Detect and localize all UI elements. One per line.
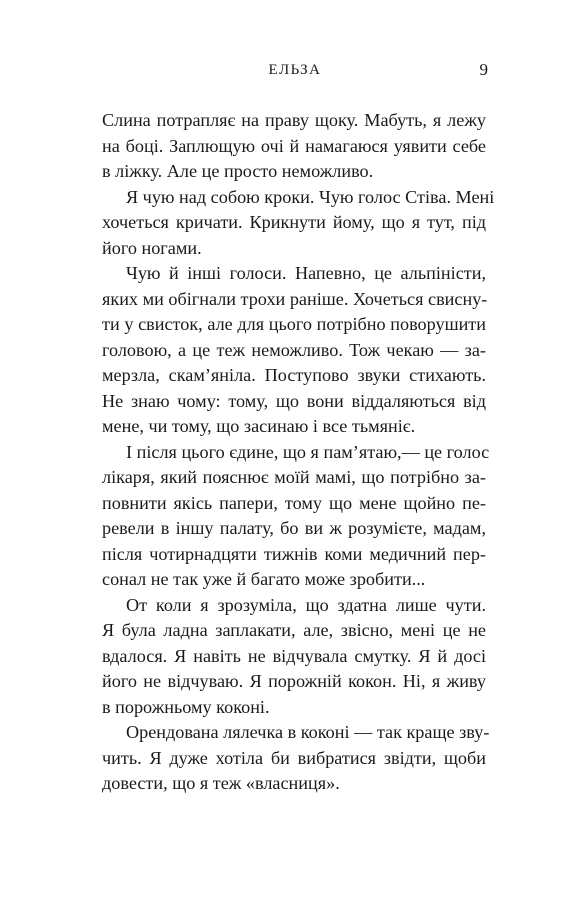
text-line: І після цього єдине, що я пам’ятаю,— це голос — [126, 441, 490, 462]
text-line: мерзла, скам’яніла. Поступово звуки стихають. — [102, 365, 486, 385]
text-line: мене, чи тому, що засинаю і все тьмяніє. — [102, 416, 416, 436]
text-line: в порожньому коконі. — [102, 696, 270, 717]
text-line: його не відчуваю. Я порожній кокон. Ні, я живу — [102, 671, 486, 691]
text-line: після чотирнадцяти тижнів коми медичний пер- — [102, 543, 486, 564]
text-line: Орендована лялечка в коконі — так краще зву- — [126, 722, 490, 742]
text-line: його ногами. — [102, 237, 202, 258]
running-title: ЕЛЬЗА — [268, 62, 322, 78]
text-line: ревели в іншу палату, бо ви ж розумієте, мадам, — [102, 518, 486, 538]
text-line: повнити якісь папери, тому що мене щойно пе- — [102, 492, 486, 513]
paragraph — [102, 108, 486, 185]
text-line: Я була ладна заплакати, але, звісно, мені це не — [102, 620, 486, 640]
text-line: вдалося. Я навіть не відчувала смутку. Я й досі — [102, 645, 486, 666]
text-line: Слина потрапляє на праву щоку. Мабуть, я лежу — [102, 110, 486, 130]
text-line: на боці. Заплющую очі й намагаюся уявити себе — [102, 135, 486, 156]
text-line: чить. Я дуже хотіла би вибратися звідти, щоби — [102, 747, 486, 768]
paragraph — [102, 720, 490, 797]
text-line: лікаря, який пояснює моїй мамі, що потрібно за- — [102, 467, 486, 487]
text-line: Не знаю чому: тому, що вони віддаляються від — [102, 390, 486, 411]
text-line: яких ми обігнали трохи раніше. Хочеться свисну- — [102, 288, 488, 309]
paragraph — [102, 185, 495, 262]
body-text — [102, 108, 495, 797]
running-head — [102, 58, 488, 82]
text-line: довести, що я теж «власниця». — [102, 773, 340, 793]
text-line: Я чую над собою кроки. Чую голос Стіва. Мені — [126, 186, 495, 207]
text-line: хочеться кричати. Крикнути йому, що я тут, під — [102, 212, 486, 232]
text-line: От коли я зрозуміла, що здатна лише чути. — [126, 594, 486, 615]
text-line: головою, а це теж неможливо. Тож чекаю — за- — [102, 339, 486, 360]
text-line: Чую й інші голоси. Напевно, це альпіністи, — [126, 263, 486, 283]
text-line: в ліжку. Але це просто неможливо. — [102, 161, 374, 181]
text-line: ти у свисток, але для цього потрібно поворушити — [102, 314, 486, 334]
paragraph — [102, 261, 486, 440]
paragraph — [102, 440, 490, 593]
text-line: сонал не так уже й багато може зробити... — [102, 569, 426, 589]
paragraph — [102, 593, 486, 721]
page-number: 9 — [479, 60, 488, 79]
